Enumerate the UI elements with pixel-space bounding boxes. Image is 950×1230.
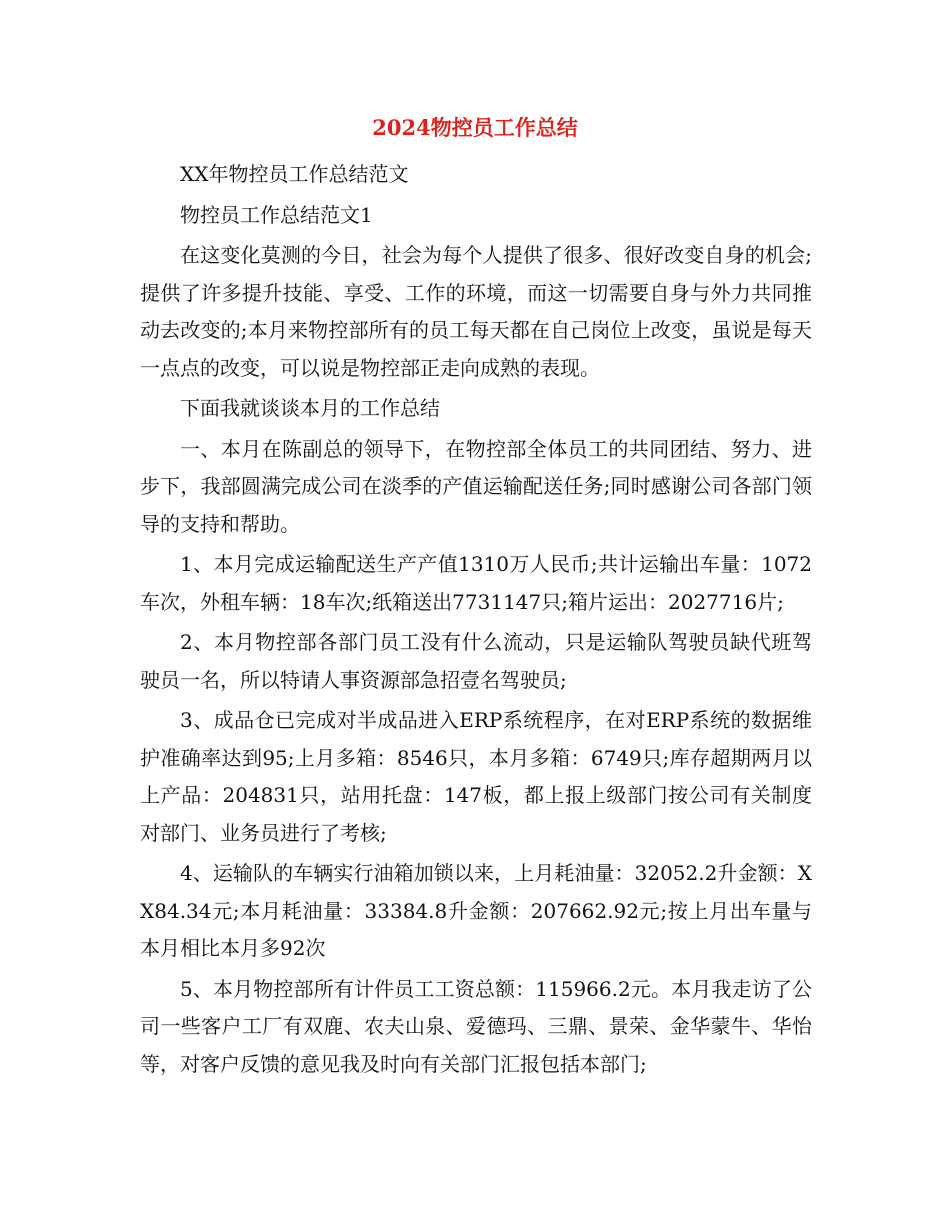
subtitle-paragraph: XX年物控员工作总结范文 (180, 162, 409, 186)
item-2-paragraph: 2、本月物控部各部门员工没有什么流动，只是运输队驾驶员缺代班驾驶员一名，所以特请人事资源部急招壹名驾驶员; (140, 630, 812, 692)
document-body (140, 156, 812, 1083)
intro-paragraph: 在这变化莫测的今日，社会为每个人提供了很多、很好改变自身的机会;提供了许多提升技能、享受、工作的环境，而这一切需要自身与外力共同推动去改变的;本月来物控部所有的员工每天都在自己岗位上改变，虽说是每天一点点的改变，可以说是物控部正走向成熟的表现。 (140, 243, 812, 380)
item-3-paragraph: 3、成品仓已完成对半成品进入ERP系统程序，在对ERP系统的数据维护准确率达到95;上月多箱：8546只，本月多箱：6749只;库存超期两月以上产品：204831只，站用托盘：147板，都上报上级部门按公司有关制度对部门、业务员进行了考核; (140, 708, 812, 845)
item-4-paragraph: 4、运输队的车辆实行油箱加锁以来，上月耗油量：32052.2升金额：XX84.34元;本月耗油量：33384.8升金额：207662.92元;按上月出车量与本月相比本月多92次 (140, 861, 812, 960)
item-1-paragraph: 1、本月完成运输配送生产产值1310万人民币;共计运输出车量：1072车次，外租车辆：18车次;纸箱送出7731147只;箱片运出：2027716片; (140, 552, 812, 614)
point-one-paragraph: 一、本月在陈副总的领导下，在物控部全体员工的共同团结、努力、进步下，我部圆满完成公司在淡季的产值运输配送任务;同时感谢公司各部门领导的支持和帮助。 (140, 436, 812, 536)
item-5-paragraph: 5、本月物控部所有计件员工工资总额：115966.2元。本月我走访了公司一些客户工厂有双鹿、农夫山泉、爱德玛、三鼎、景荣、金华蒙牛、华怡等，对客户反馈的意见我及时向有关部门汇报包括本部门; (140, 976, 812, 1076)
section-heading: 物控员工作总结范文1 (180, 202, 373, 227)
summary-lead-paragraph: 下面我就谈谈本月的工作总结 (180, 396, 440, 420)
document-title: 2024物控员工作总结 (372, 115, 578, 140)
